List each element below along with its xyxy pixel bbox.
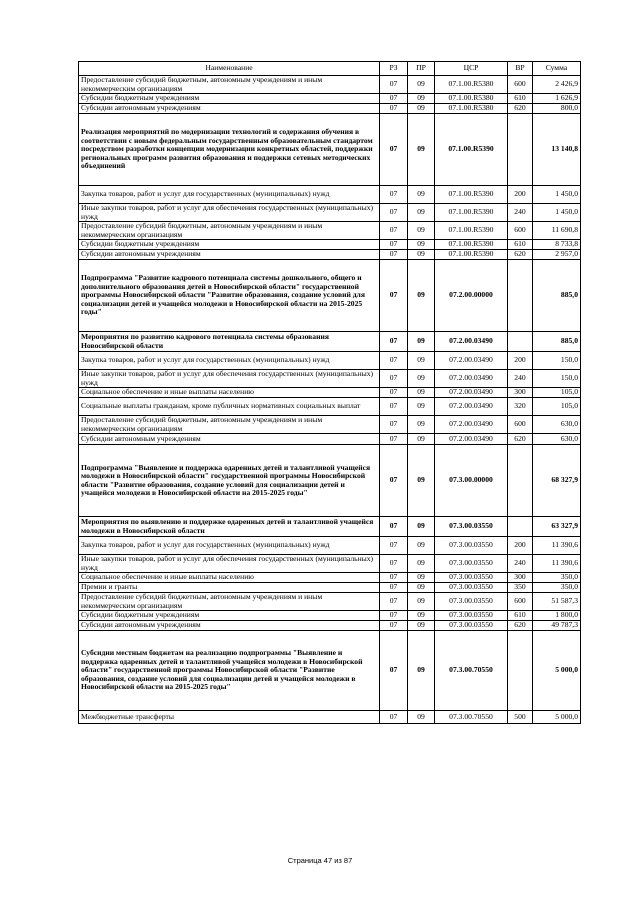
cell-vr: 620 xyxy=(508,250,533,260)
cell-sum: 8 733,8 xyxy=(533,240,581,250)
cell-rz: 07 xyxy=(380,352,408,370)
cell-name: Субсидии бюджетным учреждениям xyxy=(79,94,380,104)
cell-csr: 07.2.00.03490 xyxy=(435,332,508,352)
cell-sum: 150,0 xyxy=(533,352,581,370)
cell-vr: 200 xyxy=(508,352,533,370)
cell-sum: 885,0 xyxy=(533,260,581,332)
cell-rz: 07 xyxy=(380,593,408,611)
cell-pr: 09 xyxy=(408,94,435,104)
cell-pr: 09 xyxy=(408,260,435,332)
cell-name: Подпрограмма "Выявление и поддержка одаренных детей и талантливой учащейся молодежи в Новосибирской области" государственной программы Новосибирской области "Развитие образования, создание условий для социализации детей и учащейся молодежи в Новосибирской области на 2015-2025 годы" xyxy=(79,445,380,517)
table-row xyxy=(79,250,581,260)
cell-name: Социальные выплаты гражданам, кроме публичных нормативных социальных выплат xyxy=(79,398,380,416)
table-row xyxy=(79,352,581,370)
cell-rz: 07 xyxy=(380,555,408,573)
cell-name: Субсидии автономным учреждениям xyxy=(79,104,380,114)
cell-sum: 350,0 xyxy=(533,573,581,583)
cell-pr: 09 xyxy=(408,416,435,434)
cell-vr: 350 xyxy=(508,583,533,593)
table-row xyxy=(79,398,581,416)
cell-sum: 11 390,6 xyxy=(533,537,581,555)
cell-name: Предоставление субсидий бюджетным, автономным учреждениям и иным некоммерческим организациям xyxy=(79,76,380,94)
cell-vr: 620 xyxy=(508,104,533,114)
cell-csr: 07.2.00.03490 xyxy=(435,416,508,434)
cell-name: Субсидии местным бюджетам на реализацию подпрограммы "Выявление и поддержка одаренных детей и талантливой учащейся молодежи в Новосибирской области" государственной программы Новосибирской области "Развитие образования, создание условий для социализации детей и учащейся молодежи в Новосибирской области на 2015-2025 годы" xyxy=(79,631,380,711)
cell-csr: 07.2.00.03490 xyxy=(435,370,508,388)
cell-rz: 07 xyxy=(380,445,408,517)
cell-csr: 07.1.00.R5390 xyxy=(435,114,508,186)
cell-rz: 07 xyxy=(380,204,408,222)
cell-pr: 09 xyxy=(408,104,435,114)
table-row xyxy=(79,240,581,250)
cell-name: Мероприятия по развитию кадрового потенциала системы образования Новосибирской области xyxy=(79,332,380,352)
cell-sum: 800,0 xyxy=(533,104,581,114)
cell-csr: 07.3.00.03550 xyxy=(435,537,508,555)
cell-sum: 2 957,0 xyxy=(533,250,581,260)
table-row xyxy=(79,204,581,222)
table-row xyxy=(79,94,581,104)
cell-vr xyxy=(508,445,533,517)
cell-rz: 07 xyxy=(380,517,408,537)
table-row xyxy=(79,611,581,621)
cell-csr: 07.1.00.R5380 xyxy=(435,94,508,104)
cell-name: Предоставление субсидий бюджетным, автономным учреждениям и иным некоммерческим организациям xyxy=(79,593,380,611)
cell-sum: 5 000,0 xyxy=(533,631,581,711)
cell-vr: 620 xyxy=(508,434,533,445)
cell-name: Межбюджетные трансферты xyxy=(79,711,380,724)
header-sum: Сумма xyxy=(533,62,581,76)
cell-csr: 07.2.00.03490 xyxy=(435,434,508,445)
table-row xyxy=(79,370,581,388)
cell-rz: 07 xyxy=(380,583,408,593)
cell-name: Субсидии автономным учреждениям xyxy=(79,621,380,631)
cell-rz: 07 xyxy=(380,711,408,724)
cell-vr: 600 xyxy=(508,416,533,434)
cell-vr xyxy=(508,114,533,186)
cell-rz: 07 xyxy=(380,416,408,434)
cell-vr: 610 xyxy=(508,611,533,621)
cell-pr: 09 xyxy=(408,611,435,621)
cell-name: Социальное обеспечение и иные выплаты населению xyxy=(79,388,380,398)
cell-name: Социальное обеспечение и иные выплаты населению xyxy=(79,573,380,583)
cell-rz: 07 xyxy=(380,186,408,204)
cell-rz: 07 xyxy=(380,611,408,621)
cell-vr: 240 xyxy=(508,370,533,388)
cell-pr: 09 xyxy=(408,388,435,398)
cell-sum: 630,0 xyxy=(533,416,581,434)
cell-pr: 09 xyxy=(408,434,435,445)
cell-pr: 09 xyxy=(408,114,435,186)
cell-vr: 240 xyxy=(508,204,533,222)
table-row xyxy=(79,517,581,537)
table-row xyxy=(79,631,581,711)
cell-csr: 07.3.00.70550 xyxy=(435,711,508,724)
cell-sum: 630,0 xyxy=(533,434,581,445)
cell-csr: 07.3.00.03550 xyxy=(435,593,508,611)
cell-rz: 07 xyxy=(380,332,408,352)
cell-pr: 09 xyxy=(408,593,435,611)
cell-vr: 500 xyxy=(508,711,533,724)
cell-csr: 07.3.00.03550 xyxy=(435,555,508,573)
table-row xyxy=(79,434,581,445)
table-row xyxy=(79,573,581,583)
cell-rz: 07 xyxy=(380,621,408,631)
cell-name: Закупка товаров, работ и услуг для государственных (муниципальных) нужд xyxy=(79,186,380,204)
cell-pr: 09 xyxy=(408,370,435,388)
cell-name: Иные закупки товаров, работ и услуг для обеспечения государственных (муниципальных) нужд xyxy=(79,555,380,573)
cell-name: Иные закупки товаров, работ и услуг для обеспечения государственных (муниципальных) нужд xyxy=(79,370,380,388)
cell-vr xyxy=(508,332,533,352)
cell-rz: 07 xyxy=(380,222,408,240)
table-row xyxy=(79,186,581,204)
header-pr: ПР xyxy=(408,62,435,76)
cell-csr: 07.2.00.03490 xyxy=(435,352,508,370)
cell-csr: 07.3.00.03550 xyxy=(435,621,508,631)
cell-csr: 07.3.00.03550 xyxy=(435,583,508,593)
cell-csr: 07.2.00.00000 xyxy=(435,260,508,332)
cell-pr: 09 xyxy=(408,398,435,416)
cell-vr: 620 xyxy=(508,621,533,631)
header-csr: ЦСР xyxy=(435,62,508,76)
cell-csr: 07.3.00.70550 xyxy=(435,631,508,711)
cell-csr: 07.3.00.00000 xyxy=(435,445,508,517)
cell-csr: 07.1.00.R5380 xyxy=(435,104,508,114)
cell-pr: 09 xyxy=(408,555,435,573)
cell-csr: 07.1.00.R5390 xyxy=(435,240,508,250)
cell-sum: 105,0 xyxy=(533,388,581,398)
cell-vr: 600 xyxy=(508,593,533,611)
cell-rz: 07 xyxy=(380,388,408,398)
table-row xyxy=(79,583,581,593)
cell-rz: 07 xyxy=(380,76,408,94)
cell-csr: 07.3.00.03550 xyxy=(435,573,508,583)
cell-name: Субсидии автономным учреждениям xyxy=(79,250,380,260)
cell-vr xyxy=(508,517,533,537)
table-row xyxy=(79,104,581,114)
table-row xyxy=(79,621,581,631)
cell-pr: 09 xyxy=(408,537,435,555)
cell-sum: 150,0 xyxy=(533,370,581,388)
cell-pr: 09 xyxy=(408,250,435,260)
cell-name: Мероприятия по выявлению и поддержке одаренных детей и талантливой учащейся молодежи в Новосибирской области xyxy=(79,517,380,537)
table-row xyxy=(79,555,581,573)
table-row xyxy=(79,537,581,555)
cell-vr: 610 xyxy=(508,94,533,104)
cell-vr: 600 xyxy=(508,76,533,94)
cell-pr: 09 xyxy=(408,204,435,222)
cell-name: Подпрограмма "Развитие кадрового потенциала системы дошкольного, общего и дополнительного образования детей в Новосибирской области" государственной программы Новосибирской области "Развитие образования, создание условий для социализации детей и учащейся молодежи в Новосибирской области на 2015-2025 годы" xyxy=(79,260,380,332)
cell-pr: 09 xyxy=(408,186,435,204)
table-row xyxy=(79,711,581,724)
cell-rz: 07 xyxy=(380,240,408,250)
budget-table xyxy=(78,61,581,724)
cell-sum: 63 327,9 xyxy=(533,517,581,537)
cell-pr: 09 xyxy=(408,711,435,724)
cell-vr: 600 xyxy=(508,222,533,240)
cell-csr: 07.3.00.03550 xyxy=(435,611,508,621)
cell-rz: 07 xyxy=(380,398,408,416)
cell-rz: 07 xyxy=(380,631,408,711)
cell-pr: 09 xyxy=(408,76,435,94)
cell-sum: 885,0 xyxy=(533,332,581,352)
table-row xyxy=(79,222,581,240)
cell-name: Предоставление субсидий бюджетным, автономным учреждениям и иным некоммерческим организациям xyxy=(79,416,380,434)
cell-sum: 49 787,3 xyxy=(533,621,581,631)
cell-sum: 1 626,9 xyxy=(533,94,581,104)
cell-pr: 09 xyxy=(408,352,435,370)
table-row xyxy=(79,593,581,611)
table-row xyxy=(79,332,581,352)
cell-rz: 07 xyxy=(380,370,408,388)
cell-sum: 1 450,0 xyxy=(533,204,581,222)
table-row xyxy=(79,260,581,332)
cell-sum: 51 587,3 xyxy=(533,593,581,611)
cell-pr: 09 xyxy=(408,332,435,352)
page-footer: Страница 47 из 87 xyxy=(287,856,353,865)
cell-name: Субсидии автономным учреждениям xyxy=(79,434,380,445)
cell-csr: 07.2.00.03490 xyxy=(435,388,508,398)
cell-pr: 09 xyxy=(408,621,435,631)
table-row xyxy=(79,445,581,517)
cell-name: Закупка товаров, работ и услуг для государственных (муниципальных) нужд xyxy=(79,537,380,555)
cell-vr: 200 xyxy=(508,537,533,555)
table-row xyxy=(79,76,581,94)
cell-rz: 07 xyxy=(380,573,408,583)
cell-csr: 07.2.00.03490 xyxy=(435,398,508,416)
cell-sum: 1 450,0 xyxy=(533,186,581,204)
cell-sum: 68 327,9 xyxy=(533,445,581,517)
cell-pr: 09 xyxy=(408,517,435,537)
header-rz: РЗ xyxy=(380,62,408,76)
table-header xyxy=(79,62,581,76)
cell-sum: 11 390,6 xyxy=(533,555,581,573)
cell-name: Субсидии бюджетным учреждениям xyxy=(79,611,380,621)
cell-sum: 350,0 xyxy=(533,583,581,593)
table-row xyxy=(79,416,581,434)
cell-sum: 11 690,8 xyxy=(533,222,581,240)
cell-pr: 09 xyxy=(408,583,435,593)
cell-sum: 2 426,9 xyxy=(533,76,581,94)
table-row xyxy=(79,114,581,186)
cell-vr: 610 xyxy=(508,240,533,250)
table-body xyxy=(79,76,581,724)
cell-name: Закупка товаров, работ и услуг для государственных (муниципальных) нужд xyxy=(79,352,380,370)
cell-pr: 09 xyxy=(408,240,435,250)
cell-pr: 09 xyxy=(408,573,435,583)
cell-rz: 07 xyxy=(380,250,408,260)
cell-csr: 07.1.00.R5390 xyxy=(435,186,508,204)
cell-name: Предоставление субсидий бюджетным, автономным учреждениям и иным некоммерческим организациям xyxy=(79,222,380,240)
cell-csr: 07.1.00.R5380 xyxy=(435,76,508,94)
cell-rz: 07 xyxy=(380,434,408,445)
cell-vr: 200 xyxy=(508,186,533,204)
cell-sum: 5 000,0 xyxy=(533,711,581,724)
cell-vr xyxy=(508,631,533,711)
cell-name: Субсидии бюджетным учреждениям xyxy=(79,240,380,250)
cell-rz: 07 xyxy=(380,104,408,114)
cell-name: Иные закупки товаров, работ и услуг для обеспечения государственных (муниципальных) нужд xyxy=(79,204,380,222)
header-vr: ВР xyxy=(508,62,533,76)
cell-pr: 09 xyxy=(408,222,435,240)
cell-vr: 320 xyxy=(508,398,533,416)
cell-rz: 07 xyxy=(380,94,408,104)
cell-name: Реализация мероприятий по модернизации технологий и содержания обучения в соответствии с новым федеральным государственным образовательным стандартом посредством разработки концепции модернизации конкретных областей, поддержки региональных программ развития образования и поддержки сетевых методических объединений xyxy=(79,114,380,186)
header-name: Наименование xyxy=(79,62,380,76)
cell-rz: 07 xyxy=(380,537,408,555)
cell-csr: 07.1.00.R5390 xyxy=(435,222,508,240)
cell-sum: 105,0 xyxy=(533,398,581,416)
table-row xyxy=(79,388,581,398)
cell-pr: 09 xyxy=(408,445,435,517)
cell-sum: 1 800,0 xyxy=(533,611,581,621)
cell-vr: 300 xyxy=(508,573,533,583)
cell-csr: 07.3.00.03550 xyxy=(435,517,508,537)
cell-sum: 13 140,8 xyxy=(533,114,581,186)
cell-vr: 300 xyxy=(508,388,533,398)
cell-vr xyxy=(508,260,533,332)
cell-name: Премии и гранты xyxy=(79,583,380,593)
cell-pr: 09 xyxy=(408,631,435,711)
cell-rz: 07 xyxy=(380,114,408,186)
cell-csr: 07.1.00.R5390 xyxy=(435,204,508,222)
cell-rz: 07 xyxy=(380,260,408,332)
cell-csr: 07.1.00.R5390 xyxy=(435,250,508,260)
cell-vr: 240 xyxy=(508,555,533,573)
